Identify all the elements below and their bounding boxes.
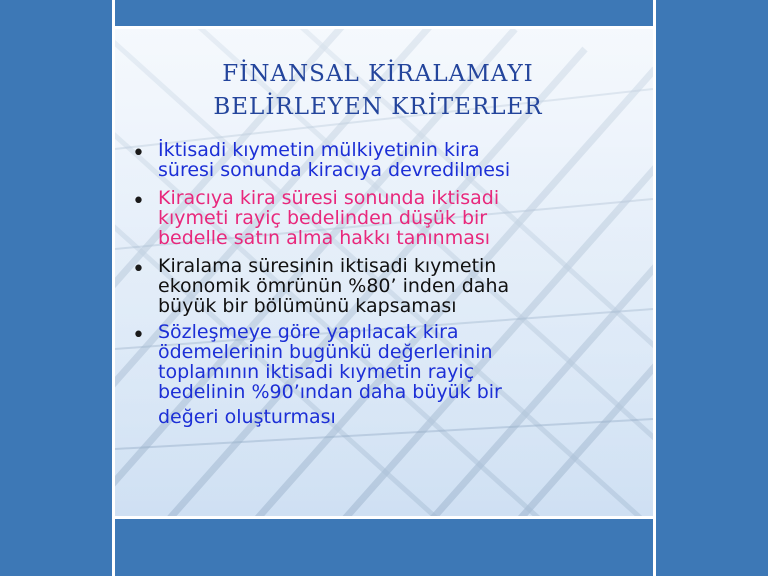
criteria-bullet-list (118, 140, 648, 427)
bullet-item (118, 256, 648, 316)
bullet-item (118, 322, 648, 427)
bottom-panel (115, 519, 653, 576)
bullet-text-line: toplamının iktisadi kıymetin rayiç (158, 361, 475, 383)
bullet-dot-icon: • (132, 257, 145, 282)
top-panel (115, 0, 653, 26)
bullet-text-line: süresi sonunda kiracıya devredilmesi (158, 159, 511, 181)
frame-right-line (653, 0, 656, 576)
bullet-text-line: değeri oluşturması (158, 406, 336, 428)
bullet-text-line: İktisadi kıymetin mülkiyetinin kira (158, 139, 480, 161)
bullet-text-line: kıymeti rayiç bedelinden düşük bir (158, 207, 488, 229)
bullet-text-line: Kiralama süresinin iktisadi kıymetin (158, 255, 497, 277)
bullet-text-line: büyük bir bölümünü kapsaması (158, 295, 457, 317)
bullet-item (118, 140, 648, 180)
bullet-text-line: ekonomik ömrünün %80’ inden daha (158, 275, 510, 297)
bullet-dot-icon: • (132, 141, 145, 166)
bullet-text-line: bedelle satın alma hakkı tanınması (158, 227, 491, 249)
bullet-text-line: ödemelerinin bugünkü değerlerinin (158, 341, 493, 363)
bullet-text-line: Kiracıya kira süresi sonunda iktisadi (158, 187, 500, 209)
bullet-text-line: Sözleşmeye göre yapılacak kira (158, 321, 459, 343)
slide-title-line-2: BELİRLEYEN KRİTERLER (213, 94, 543, 120)
bullet-text-line: bedelinin %90’ından daha büyük bir (158, 381, 502, 403)
slide-title-line-1: FİNANSAL KİRALAMAYI (222, 61, 534, 87)
bullet-dot-icon: • (132, 323, 145, 348)
bullet-item (118, 188, 648, 248)
bullet-dot-icon: • (132, 189, 145, 214)
